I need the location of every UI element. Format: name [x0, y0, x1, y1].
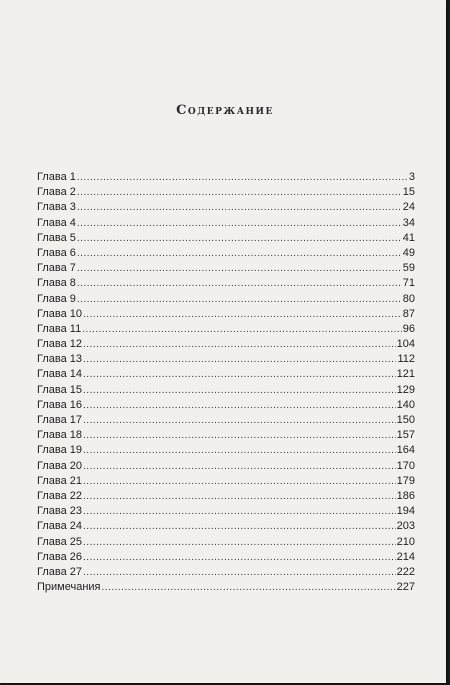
toc-entry [37, 293, 415, 308]
toc-entry [37, 186, 415, 201]
toc-entry [37, 262, 415, 277]
toc-entry [37, 353, 415, 368]
toc-entry-page-number: 24 [402, 201, 415, 214]
toc-entry-page-number: 150 [396, 414, 415, 426]
toc-entry [37, 368, 415, 383]
toc-entry-page-number: 170 [396, 459, 415, 472]
dot-leader [77, 172, 408, 183]
toc-entry-page-number: 59 [402, 262, 415, 275]
toc-entry [37, 277, 415, 292]
toc-entry-page-number: 15 [402, 186, 415, 199]
toc-entry-label: Глава 21 [37, 474, 83, 487]
toc-entry-label: Глава 8 [37, 277, 76, 290]
toc-entry-label: Глава 27 [37, 565, 83, 578]
toc-entry-label: Глава 24 [37, 520, 83, 533]
dot-leader [83, 521, 396, 532]
table-of-contents [37, 171, 415, 596]
toc-entry-label: Примечания [37, 581, 101, 594]
toc-entry-label: Глава 6 [37, 246, 76, 259]
toc-entry [37, 338, 415, 353]
toc-entry [37, 217, 415, 232]
toc-entry [37, 520, 415, 535]
dot-leader [83, 354, 396, 365]
dot-leader [83, 476, 396, 487]
dot-leader [83, 445, 396, 456]
toc-entry-label: Глава 26 [37, 550, 83, 563]
dot-leader [83, 552, 396, 563]
toc-entry [37, 490, 415, 505]
dot-leader [102, 582, 396, 593]
toc-entry-label: Глава 7 [37, 262, 76, 275]
dot-leader [82, 324, 402, 335]
dot-leader [83, 369, 396, 380]
toc-entry-page-number: 227 [396, 581, 415, 594]
dot-leader [77, 233, 402, 244]
toc-entry-label: Глава 10 [37, 307, 83, 320]
dot-leader [77, 294, 402, 305]
toc-entry [37, 551, 415, 566]
dot-leader [83, 400, 396, 411]
toc-entry-page-number: 222 [396, 565, 415, 578]
toc-entry [37, 581, 415, 596]
dot-leader [77, 263, 402, 274]
toc-entry-page-number: 179 [396, 474, 415, 487]
toc-entry-label: Глава 22 [37, 489, 83, 502]
toc-entry-page-number: 87 [402, 307, 415, 320]
toc-entry-page-number: 186 [396, 489, 415, 502]
dot-leader [77, 202, 402, 213]
toc-entry-page-number: 210 [396, 535, 415, 548]
toc-entry-label: Глава 25 [37, 535, 83, 548]
toc-entry [37, 384, 415, 399]
dot-leader [77, 187, 402, 198]
toc-entry [37, 475, 415, 490]
toc-entry-label: Глава 3 [37, 201, 76, 214]
toc-entry-label: Глава 4 [37, 216, 76, 229]
toc-entry-label: Глава 9 [37, 292, 76, 305]
toc-entry-page-number: 214 [396, 550, 415, 563]
toc-entry-label: Глава 14 [37, 368, 83, 381]
dot-leader [83, 309, 402, 320]
toc-entry [37, 505, 415, 520]
toc-entry [37, 247, 415, 262]
toc-entry-label: Глава 12 [37, 338, 83, 351]
toc-entry [37, 201, 415, 216]
toc-entry [37, 308, 415, 323]
toc-entry-page-number: 203 [396, 520, 415, 533]
toc-entry-label: Глава 19 [37, 444, 83, 457]
toc-entry [37, 323, 415, 338]
toc-entry-label: Глава 11 [37, 322, 82, 335]
dot-leader [77, 278, 402, 289]
toc-entry-label: Глава 20 [37, 459, 83, 472]
page-title: Содержание [176, 103, 274, 118]
toc-entry-page-number: 80 [402, 292, 415, 305]
toc-entry-page-number: 164 [396, 444, 415, 457]
toc-entry-label: Глава 15 [37, 383, 83, 396]
dot-leader [83, 385, 396, 396]
toc-entry [37, 429, 415, 444]
toc-entry [37, 566, 415, 581]
toc-entry-label: Глава 18 [37, 429, 83, 442]
toc-entry-label: Глава 17 [37, 414, 83, 426]
toc-entry-page-number: 49 [402, 246, 415, 259]
dot-leader [83, 415, 396, 426]
toc-entry [37, 460, 415, 475]
toc-entry [37, 232, 415, 247]
toc-entry-label: Глава 2 [37, 186, 76, 199]
toc-entry-page-number: 34 [402, 216, 415, 229]
toc-entry [37, 414, 415, 429]
dot-leader [83, 491, 396, 502]
toc-entry [37, 399, 415, 414]
toc-entry-page-number: 112 [397, 353, 415, 366]
dot-leader [77, 218, 402, 229]
dot-leader [83, 430, 396, 441]
dot-leader [83, 506, 396, 517]
toc-entry-page-number: 129 [396, 383, 415, 396]
toc-entry-page-number: 104 [396, 338, 415, 351]
toc-entry-page-number: 96 [402, 322, 415, 335]
toc-entry-label: Глава 16 [37, 398, 83, 411]
toc-entry-page-number: 157 [396, 429, 415, 442]
dot-leader [83, 461, 396, 472]
toc-entry [37, 536, 415, 551]
dot-leader [77, 248, 402, 259]
toc-entry-page-number: 194 [396, 505, 415, 518]
toc-entry-label: Глава 5 [37, 231, 76, 244]
toc-entry-page-number: 121 [396, 368, 415, 381]
toc-entry [37, 171, 415, 186]
toc-entry [37, 444, 415, 459]
toc-entry-page-number: 140 [396, 398, 415, 411]
toc-entry-page-number: 41 [402, 231, 415, 244]
toc-entry-label: Глава 13 [37, 353, 83, 366]
dot-leader [83, 567, 396, 578]
toc-entry-page-number: 71 [402, 277, 415, 290]
toc-entry-label: Глава 23 [37, 505, 83, 518]
dot-leader [83, 339, 396, 350]
toc-entry-label: Глава 1 [37, 171, 76, 183]
dot-leader [83, 537, 396, 548]
toc-entry-page-number: 3 [408, 171, 415, 183]
